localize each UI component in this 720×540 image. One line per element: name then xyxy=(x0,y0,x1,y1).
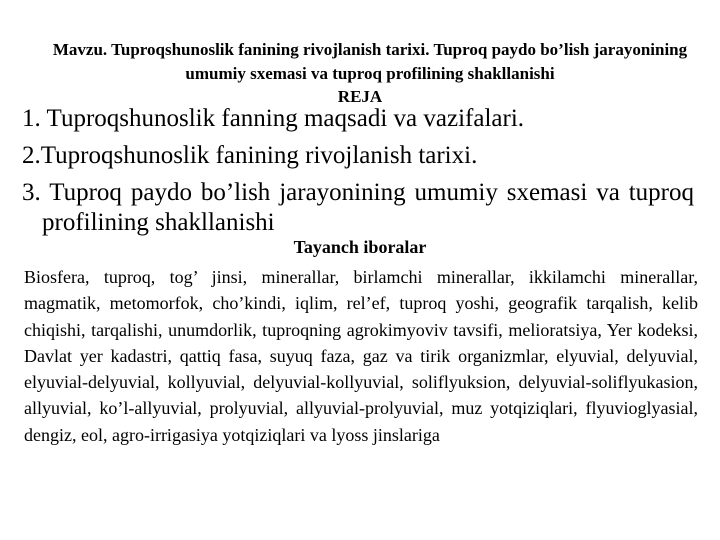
key-terms-text: Biosfera, tuproq, tog’ jinsi, minerallar, birlamchi minerallar, ikkilamchi minerallar, magmatik, metomorfok, cho’kindi, iqlim, rel’ef, tuproq yoshi, geografik tarqalish, kelib chiqishi, tarqalishi, unumdorlik, tuproqning agrokimyoviv tavsifi, melioratsiya, Yer kodeksi, Davlat yer kadastri, qattiq fasa, suyuq faza, gaz va tirik organizmlar, elyuvial, delyuvial, elyuvial-delyuvial, kollyuvial, delyuvial-kollyuvial, soliflyuksion, delyuvial-soliflyukasion, allyuvial, ko’l-allyuvial, prolyuvial, allyuvial-prolyuvial, muz yotqiziqlari, flyuvioglyasial, dengiz, eol, agro-irrigasiya yotqiziqlari va lyoss jinslariga xyxy=(24,267,698,445)
key-terms-heading: Tayanch iboralar xyxy=(293,237,427,257)
plan-item-3: 3. Tuproq paydo bo’lish jarayonining umumiy sxemasi va tuproq profilining shakllanishi xyxy=(22,179,694,236)
plan-heading: REJA xyxy=(337,87,383,106)
plan-list xyxy=(22,104,694,244)
plan-item-1: 1. Tuproqshunoslik fanning maqsadi va vazifalari. xyxy=(22,105,525,132)
plan-item-2: 2.Tuproqshunoslik fanining rivojlanish tarixi. xyxy=(22,142,478,169)
slide-title: Mavzu. Tuproqshunoslik fanining rivojlanish tarixi. Tuproq paydo bo’lish jarayonining umumiy sxemasi va tuproq profilining shakllanishi xyxy=(52,40,688,83)
